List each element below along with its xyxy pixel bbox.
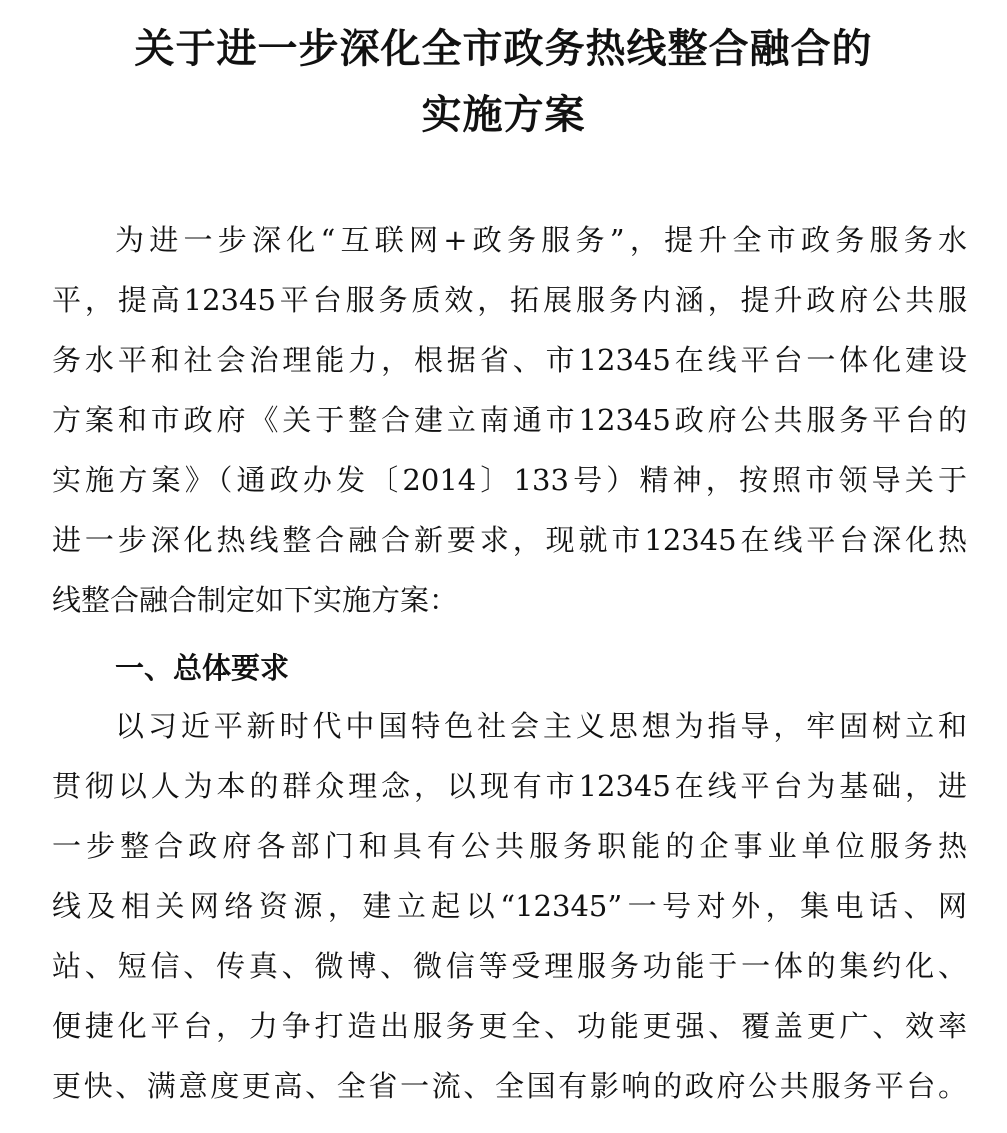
paragraph-line: 便捷化平台，力争打造出服务更全、功能更强、覆盖更广、效率 [52,1009,967,1043]
paragraph-line: 务水平和社会治理能力，根据省、市12345在线平台一体化建设 [52,343,967,377]
paragraph-line: 为进一步深化“互联网+政务服务”，提升全市政务服务水 [115,223,967,257]
paragraph-line: 线整合融合制定如下实施方案： [52,583,459,617]
section-heading: 一、总体要求 [115,651,290,685]
paragraph-line: 平，提高12345平台服务质效，拓展服务内涵，提升政府公共服 [52,283,967,317]
paragraph-line: 一步整合政府各部门和具有公共服务职能的企事业单位服务热 [52,829,967,863]
paragraph-line: 实施方案》（通政办发〔2014〕133号）精神，按照市领导关于 [52,463,967,497]
paragraph-line: 方案和市政府《关于整合建立南通市12345政府公共服务平台的 [52,403,967,437]
paragraph-line: 站、短信、传真、微博、微信等受理服务功能于一体的集约化、 [52,949,967,983]
paragraph-line: 以习近平新时代中国特色社会主义思想为指导，牢固树立和 [115,709,967,743]
paragraph-line: 更快、满意度更高、全省一流、全国有影响的政府公共服务平台。 [52,1069,967,1103]
paragraph-line: 贯彻以人为本的群众理念，以现有市12345在线平台为基础，进 [52,769,967,803]
paragraph-line: 线及相关网络资源，建立起以“12345”一号对外，集电话、网 [52,889,967,923]
document-title-line-2: 实施方案 [421,91,586,138]
paragraph-line: 进一步深化热线整合融合新要求，现就市12345在线平台深化热 [52,523,967,557]
document-title-line-1: 关于进一步深化全市政务热线整合融合的 [134,25,873,72]
